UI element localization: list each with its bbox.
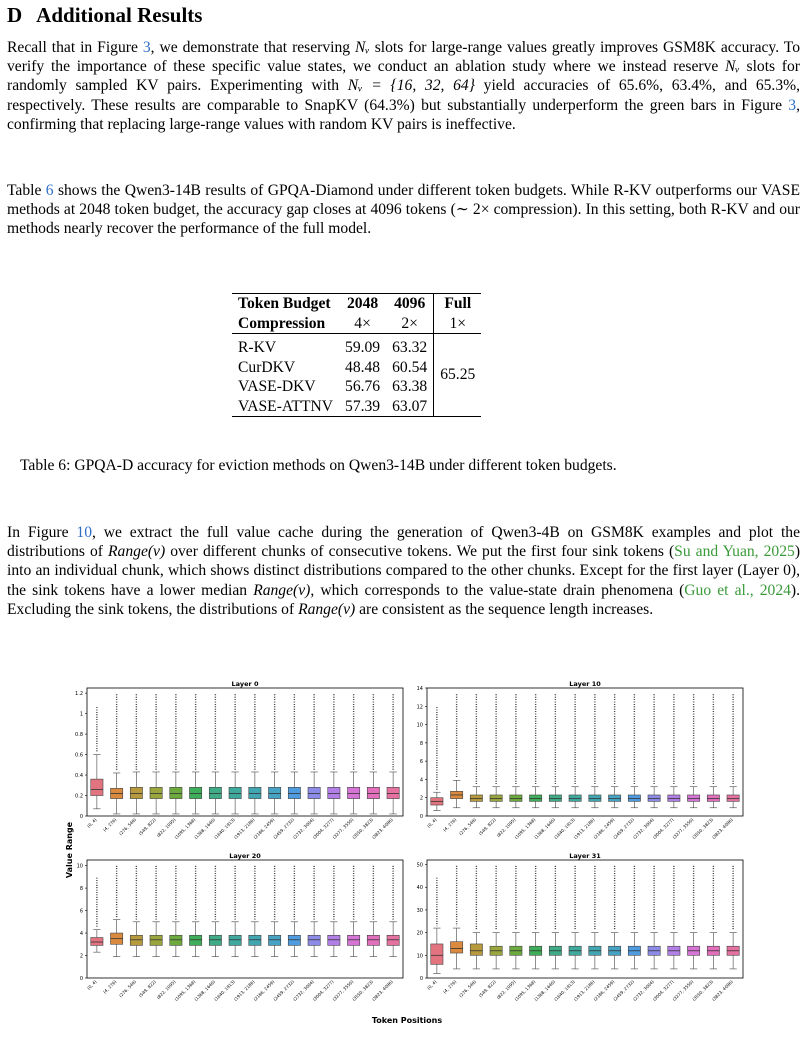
math: Nᵥ <box>725 58 740 76</box>
x-tick-label: (1368, 1640) <box>533 817 557 840</box>
y-tick-label: 10 <box>76 863 83 870</box>
x-tick-label: (1640, 1913) <box>213 817 236 840</box>
panel-title: Layer 31 <box>569 852 601 860</box>
y-tick-label: 4 <box>79 931 83 938</box>
table-caption: Table 6: GPQA-D accuracy for eviction methods on Qwen3-14B under different token budgets. <box>20 457 617 474</box>
y-tick-label: 0.8 <box>75 732 83 739</box>
x-tick-label: (2459, 2732) <box>272 817 296 840</box>
section-heading <box>7 3 202 28</box>
y-tick-label: 8 <box>79 886 83 893</box>
table-cell: 63.07 <box>392 397 428 415</box>
box-iqr <box>130 935 142 945</box>
x-tick-label: (2459, 2732) <box>612 979 636 1002</box>
y-tick-label: 30 <box>416 907 423 914</box>
y-tick-label: 20 <box>416 930 423 937</box>
box-iqr <box>328 787 340 798</box>
x-tick-label: (549, 822) <box>137 817 157 837</box>
x-tick-label: (2459, 2732) <box>272 979 296 1002</box>
text: , we demonstrate that reserving <box>150 39 356 56</box>
panel-title: Layer 0 <box>231 680 259 688</box>
box-iqr <box>628 795 640 801</box>
x-tick-label: (3277, 3550) <box>331 817 355 840</box>
y-tick-label: 0 <box>79 976 83 982</box>
x-tick-label: (276, 549) <box>118 817 138 837</box>
table-cell: 63.32 <box>392 339 428 356</box>
x-tick-label: (822, 1095) <box>155 979 177 1001</box>
x-tick-label: (3004, 3277) <box>651 979 675 1002</box>
box-iqr <box>91 779 103 795</box>
box-iqr <box>530 795 542 801</box>
box-iqr <box>609 795 621 801</box>
box-iqr <box>348 935 360 945</box>
x-tick-label: (4, 276) <box>442 817 458 833</box>
box-iqr <box>668 795 680 801</box>
text: ). Excluding the sink tokens, the distributions of <box>7 581 801 618</box>
table-cell: 48.48 <box>345 358 381 376</box>
x-tick-label: (3550, 3823) <box>691 979 715 1002</box>
y-tick-label: 1.2 <box>75 691 83 698</box>
x-tick-label: (2186, 2459) <box>252 817 276 840</box>
x-tick-label: (0, 4) <box>426 817 438 829</box>
x-tick-label: (4, 276) <box>442 979 458 995</box>
math: Nᵥ = {16, 32, 64} <box>347 77 475 95</box>
x-tick-label: (1913, 2186) <box>232 979 256 1002</box>
x-tick-label: (822, 1095) <box>495 979 517 1001</box>
x-tick-label: (1913, 2186) <box>572 979 596 1002</box>
x-tick-label: (3004, 3277) <box>311 979 335 1002</box>
box-iqr <box>308 787 320 798</box>
y-tick-label: 0.6 <box>75 752 83 759</box>
box-iqr <box>288 935 300 945</box>
x-tick-label: (2186, 2459) <box>592 979 616 1002</box>
section-number: D <box>7 3 23 27</box>
x-tick-label: (276, 549) <box>458 817 478 837</box>
box-iqr <box>569 795 581 801</box>
text: shows the Qwen3-14B results of GPQA-Diamond under different token budgets. While R-KV outperforms our <box>53 182 762 199</box>
x-tick-label: (1640, 1913) <box>553 817 576 840</box>
text: methods at 2048 token budget, the accuracy gap closes at 4096 tokens (∼ 2× compression). In this setting, both R-KV and our methods nearly recover the performance of the full model. <box>7 201 800 238</box>
figure-x-label: Token Positions <box>371 1016 443 1025</box>
box-iqr <box>387 935 399 945</box>
y-tick-label: 10 <box>416 722 423 729</box>
table-link[interactable]: 6 <box>45 182 54 199</box>
math: Nᵥ <box>355 39 370 56</box>
x-tick-label: (3823, 4096) <box>711 817 734 840</box>
y-tick-label: 4 <box>419 777 423 784</box>
x-tick-label: (1913, 2186) <box>232 817 256 840</box>
panel-title: Layer 20 <box>229 852 261 860</box>
box-iqr <box>451 942 463 953</box>
x-tick-label: (0, 4) <box>426 979 438 991</box>
x-tick-label: (3823, 4096) <box>711 979 734 1002</box>
box-iqr <box>470 944 482 955</box>
section-title: Additional Results <box>36 3 203 27</box>
y-tick-label: 12 <box>416 704 423 711</box>
x-tick-label: (4, 276) <box>102 817 118 833</box>
table-cell: VASE-ATTNV <box>238 397 334 415</box>
x-tick-label: (3277, 3550) <box>671 817 695 840</box>
box-iqr <box>170 935 182 945</box>
header-cell: Token Budget <box>238 295 331 312</box>
box-iqr <box>549 795 561 801</box>
y-tick-label: 0 <box>419 976 423 982</box>
box-iqr <box>648 795 660 801</box>
math: Range(v) <box>253 581 311 599</box>
figure-link[interactable]: 3 <box>142 39 151 56</box>
y-tick-label: 0.4 <box>75 773 83 780</box>
x-tick-label: (3004, 3277) <box>311 817 335 840</box>
x-tick-label: (2732, 3004) <box>632 979 655 1002</box>
box-iqr <box>510 795 522 801</box>
y-tick-label: 0 <box>79 814 83 820</box>
boxplot-figure <box>62 680 752 1030</box>
text: Table <box>7 182 46 199</box>
box-iqr <box>470 795 482 801</box>
x-tick-label: (1095, 1368) <box>513 979 537 1002</box>
box-iqr <box>387 787 399 798</box>
x-tick-label: (3004, 3277) <box>651 817 675 840</box>
box-iqr <box>348 787 360 798</box>
paragraph-ablation <box>7 38 800 134</box>
box-iqr <box>130 787 142 798</box>
y-tick-label: 2 <box>79 953 83 960</box>
x-tick-label: (0, 4) <box>86 817 98 829</box>
x-tick-label: (2459, 2732) <box>612 817 636 840</box>
figure-link[interactable]: 10 <box>76 524 92 541</box>
box-iqr <box>209 935 221 945</box>
box-iqr <box>490 795 502 801</box>
x-tick-label: (3823, 4096) <box>371 979 394 1002</box>
box-iqr <box>150 787 162 798</box>
table-cell: 56.76 <box>345 378 381 395</box>
table-header-row <box>232 294 481 314</box>
x-tick-label: (276, 549) <box>458 979 478 999</box>
text: over different chunks of consecutive tokens. We put the first four sink tokens ( <box>165 543 675 561</box>
box-iqr <box>229 935 241 945</box>
table-cell: 60.54 <box>392 358 428 376</box>
box-iqr <box>707 795 719 801</box>
paragraph-value-cache <box>7 523 800 619</box>
box-iqr <box>190 935 202 945</box>
x-tick-label: (3277, 3550) <box>331 979 355 1002</box>
text: slots for large-range values greatly improves GSM8K accuracy. To verify the importance of these specific value states, we conduct an ablation study where we instead reserve <box>7 39 801 76</box>
box-iqr <box>91 938 103 946</box>
citation-link[interactable]: Su and Yuan, 2025 <box>674 543 795 561</box>
y-tick-label: 10 <box>416 953 423 960</box>
x-tick-label: (1368, 1640) <box>533 979 557 1002</box>
x-tick-label: (3550, 3823) <box>351 979 375 1002</box>
header-cell: Full <box>434 294 482 314</box>
box-iqr <box>288 787 300 798</box>
text: yield accuracies of 65.6%, 63.4%, and 65.3%, respectively. These results are comparable to SnapKV (64.3%) but substantially underperform the green bars in Figure <box>7 77 800 114</box>
x-tick-label: (1095, 1368) <box>173 817 197 840</box>
box-iqr <box>589 795 601 801</box>
x-tick-label: (0, 4) <box>86 979 98 991</box>
x-tick-label: (3277, 3550) <box>671 979 695 1002</box>
box-iqr <box>170 787 182 798</box>
text: , which corresponds to the value-state drain phenomena ( <box>310 581 685 599</box>
x-tick-label: (1913, 2186) <box>572 817 596 840</box>
text: ) into an individual chunk, which shows distinct distributions compared to the other chunks. Except for the first layer (Layer 0), the sink tokens have a lower median <box>7 543 801 599</box>
y-tick-label: 0 <box>419 814 423 820</box>
x-tick-label: (549, 822) <box>477 817 497 837</box>
x-tick-label: (2732, 3004) <box>292 817 315 840</box>
x-tick-label: (549, 822) <box>137 979 157 999</box>
box-iqr <box>249 935 261 945</box>
box-iqr <box>727 795 739 801</box>
math: Range(v) <box>108 543 166 561</box>
box-iqr <box>269 787 281 798</box>
method-name: VASE <box>761 182 800 199</box>
x-tick-label: (2732, 3004) <box>292 979 315 1002</box>
figure-y-label: Value Range <box>65 821 74 879</box>
box-iqr <box>367 935 379 945</box>
y-tick-label: 40 <box>416 885 423 892</box>
header-cell: 2× <box>401 314 418 332</box>
x-tick-label: (3550, 3823) <box>351 817 375 840</box>
x-tick-label: (1640, 1913) <box>213 979 236 1002</box>
y-tick-label: 2 <box>419 795 423 802</box>
x-tick-label: (2186, 2459) <box>592 817 616 840</box>
figure-link[interactable]: 3 <box>788 96 797 114</box>
x-tick-label: (2732, 3004) <box>632 817 655 840</box>
table-row <box>232 334 481 358</box>
header-cell: 1× <box>434 314 482 334</box>
box-iqr <box>150 935 162 945</box>
x-tick-label: (822, 1095) <box>155 817 177 839</box>
y-tick-label: 0.2 <box>75 793 83 800</box>
citation-link[interactable]: Guo et al., 2024 <box>684 581 791 599</box>
x-tick-label: (2186, 2459) <box>252 979 276 1002</box>
x-tick-label: (1368, 1640) <box>193 817 217 840</box>
table-cell: 59.09 <box>345 339 381 356</box>
x-tick-label: (1095, 1368) <box>513 817 537 840</box>
header-cell: 2048 <box>346 295 379 312</box>
box-iqr <box>229 787 241 798</box>
paragraph-gpqa <box>7 181 800 239</box>
table-cell: CurDKV <box>238 358 296 376</box>
header-cell: 4× <box>354 314 371 332</box>
table-cell: R-KV <box>238 339 277 356</box>
box-iqr <box>209 787 221 798</box>
box-iqr <box>688 795 700 801</box>
x-tick-label: (276, 549) <box>118 979 138 999</box>
table-cell: 57.39 <box>345 397 381 415</box>
y-tick-label: 1 <box>79 711 83 718</box>
box-iqr <box>249 787 261 798</box>
header-cell: 4096 <box>394 295 426 312</box>
results-table <box>232 293 481 417</box>
box-iqr <box>367 787 379 798</box>
y-tick-label: 50 <box>416 862 423 869</box>
text: In Figure <box>7 524 77 541</box>
box-iqr <box>431 944 443 964</box>
table-cell: VASE-DKV <box>238 378 316 395</box>
x-tick-label: (3550, 3823) <box>691 817 715 840</box>
y-tick-label: 6 <box>79 908 83 915</box>
y-tick-label: 6 <box>419 759 423 766</box>
x-tick-label: (4, 276) <box>102 979 118 995</box>
x-tick-label: (1368, 1640) <box>193 979 217 1002</box>
table-header-row <box>232 314 481 334</box>
x-tick-label: (549, 822) <box>477 979 497 999</box>
x-tick-label: (3823, 4096) <box>371 817 394 840</box>
text: Recall that in Figure <box>7 39 143 56</box>
text: are consistent as the sequence length increases. <box>355 600 654 618</box>
table-cell: 63.38 <box>392 378 428 395</box>
text: slots for randomly sampled KV pairs. Experimenting with <box>7 58 800 95</box>
y-tick-label: 14 <box>416 686 423 692</box>
x-tick-label: (1095, 1368) <box>173 979 197 1002</box>
text: , we extract the full value cache during the generation of Qwen3-4B on GSM8K examples and plot the distributions of <box>7 524 801 561</box>
table-cell-full: 65.25 <box>434 334 482 417</box>
box-iqr <box>269 935 281 945</box>
panel-frame <box>87 860 403 978</box>
panel-frame <box>427 860 743 978</box>
box-iqr <box>328 935 340 945</box>
text: , confirming that replacing large-range values with random KV pairs is ineffective. <box>7 96 800 133</box>
y-tick-label: 8 <box>419 740 423 747</box>
x-tick-label: (822, 1095) <box>495 817 517 839</box>
box-iqr <box>190 787 202 798</box>
panel-title: Layer 10 <box>569 680 601 688</box>
header-cell: Compression <box>238 314 326 332</box>
math: Range(v) <box>298 600 356 618</box>
x-tick-label: (1640, 1913) <box>553 979 576 1002</box>
box-iqr <box>308 935 320 945</box>
